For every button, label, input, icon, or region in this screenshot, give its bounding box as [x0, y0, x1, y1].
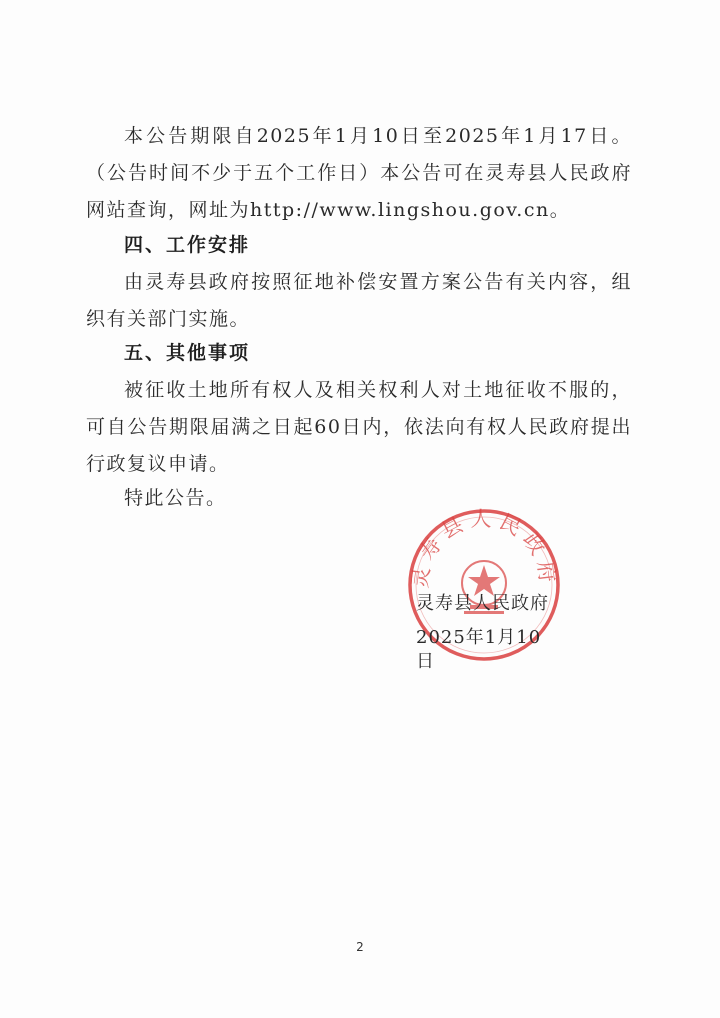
notice-period-paragraph: 本公告期限自2025年1月10日至2025年1月17日。（公告时间不少于五个工作日）本公告可在灵寿县人民政府网站查询，网址为http://www.lingshou.gov.cn。: [86, 125, 632, 221]
work-arrangement-paragraph: 由灵寿县政府按照征地补偿安置方案公告有关内容，组织有关部门实施。: [86, 271, 632, 330]
issuer-name: 灵寿县人民政府: [416, 593, 549, 614]
other-matters-paragraph: 被征收土地所有权人及相关权利人对土地征收不服的，可自公告期限届满之日起60日内，依法向有权人民政府提出行政复议申请。: [86, 379, 632, 475]
seal-ring-text: 灵寿县人民政府: [407, 507, 561, 590]
closing-paragraph: 特此公告。: [124, 487, 227, 509]
page-number: 2: [356, 940, 364, 954]
section-five-heading: 五、其他事项: [124, 342, 251, 364]
issue-date: 2025年1月10日: [416, 627, 542, 672]
section-four-heading: 四、工作安排: [124, 234, 251, 256]
